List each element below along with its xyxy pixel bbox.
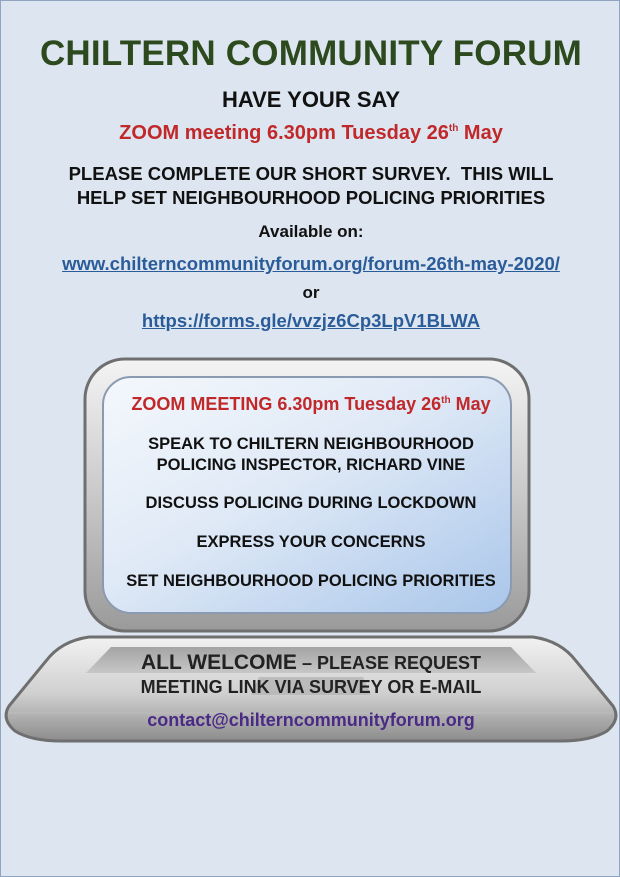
or-label: or bbox=[302, 283, 320, 302]
forum-title: CHILTERN COMMUNITY FORUM bbox=[39, 34, 583, 73]
set-priorities-item: SET NEIGHBOURHOOD POLICING PRIORITIES bbox=[126, 572, 496, 590]
discuss-policing-item: DISCUSS POLICING DURING LOCKDOWN bbox=[145, 494, 477, 512]
forum-survey-link[interactable]: www.chilterncommunityforum.org/forum-26th-may-2020/ bbox=[62, 253, 560, 274]
forum-link-container bbox=[1, 253, 620, 275]
forms-link-container bbox=[1, 310, 620, 332]
speak-to-inspector-item: SPEAK TO CHILTERN NEIGHBOURHOOD POLICING INSPECTOR, RICHARD VINE bbox=[148, 435, 474, 474]
all-welcome-text: ALL WELCOME – PLEASE REQUEST MEETING LINK VIA SURVEY OR E-MAIL bbox=[140, 651, 482, 697]
express-concerns-item: EXPRESS YOUR CONCERNS bbox=[196, 533, 426, 551]
survey-request: PLEASE COMPLETE OUR SHORT SURVEY. THIS WILL HELP SET NEIGHBOURHOOD POLICING PRIORITIES bbox=[68, 163, 554, 208]
contact-email[interactable]: contact@chilterncommunityforum.org bbox=[147, 710, 475, 730]
all-welcome-label: ALL WELCOME bbox=[141, 651, 297, 674]
zoom-meeting-line: ZOOM meeting 6.30pm Tuesday 26th May bbox=[119, 122, 503, 144]
available-on-label: Available on: bbox=[258, 222, 364, 241]
laptop-zoom-meeting-line: ZOOM MEETING 6.30pm Tuesday 26th May bbox=[131, 394, 491, 414]
have-your-say-heading: HAVE YOUR SAY bbox=[221, 87, 401, 112]
google-forms-link[interactable]: https://forms.gle/vvzjz6Cp3LpV1BLWA bbox=[141, 310, 481, 331]
